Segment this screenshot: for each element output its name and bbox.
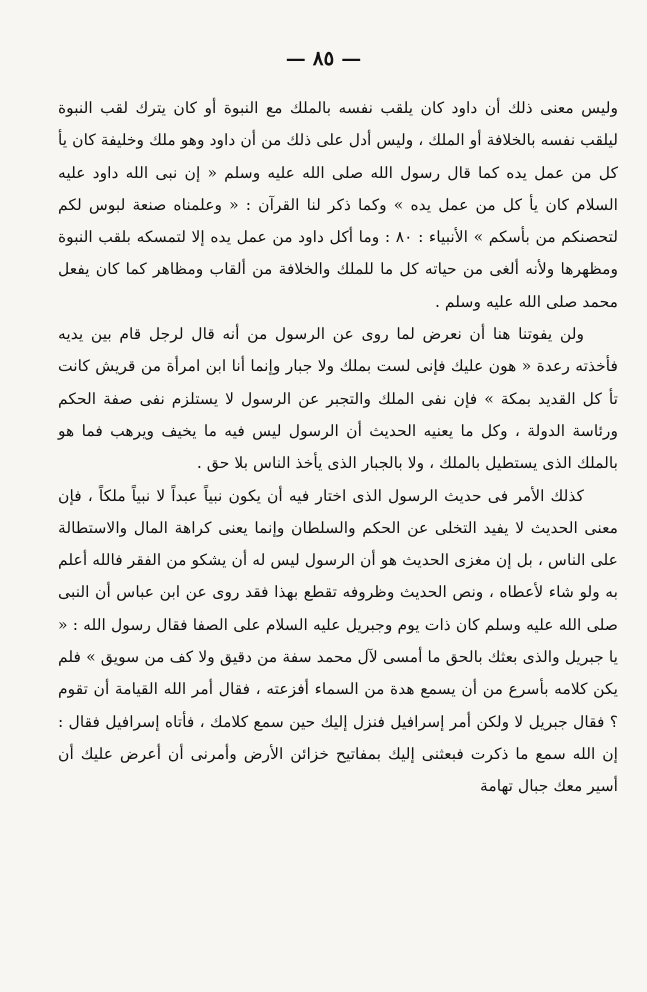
paragraph-3: كذلك الأمر فى حديث الرسول الذى اختار فيه أن يكون نبياً عبداً لا نبياً ملكاً ، فإن معنى الحديث لا يفيد التخلى عن الحكم والسلطان وإنما يعنى كراهة المال والاستطالة على الناس ، بل إن مغزى الحديث هو أن الرسول ليس له أن يشكو من الفقر فالله أعلم به ولو شاء لأعطاه ، ونص الحديث وظروفه تقطع بهذا فقد روى عن ابن عباس أن النبى صلى الله عليه وسلم كان ذات يوم وجبريل عليه السلام على الصفا فقال رسول الله : « يا جبريل والذى بعثك بالحق ما أمسى لآل محمد سفة من دقيق ولا كف من سويق » فلم يكن كلامه بأسرع من أن يسمع هدة من السماء أفزعته ، فقال أمر الله القيامة أن تقوم ؟ فقال جبريل لا ولكن أمر إسرافيل فنزل إليك حين سمع كلامك ، فأتاه إسرافيل فقال : إن الله سمع ما ذكرت فبعثنى إليك بمفاتيح خزائن الأرض وأمرنى أن أعرض عليك أن أسير معك جبال تهامة: [58, 486, 618, 796]
paragraph-2: ولن يفوتنا هنا أن نعرض لما روى عن الرسول من أنه قال لرجل قام بين يديه فأخذته رعدة « هون عليك فإنى لست بملك ولا جبار وإنما أنا ابن امرأة من قريش كانت تأ كل القديد بمكة » فإن نفى الملك والتجبر عن الرسول لا يستلزم نفى صفة الحكم ورئاسة الدولة ، وكل ما يعنيه الحديث أن الرسول ليس فيه ما يخيف ويرهب فما هو بالملك الذى يستطيل بالملك ، ولا بالجبار الذى يأخذ الناس بلا حق .: [58, 325, 618, 473]
page-number: — ٨٥ —: [285, 46, 362, 70]
page-body: [58, 92, 618, 803]
paragraph-1: وليس معنى ذلك أن داود كان يلقب نفسه بالملك مع النبوة أو كان يترك لقب النبوة ليلقب نفسه بالخلافة أو الملك ، وليس أدل على ذلك من أن داود وهو ملك وخليفة كان يأ كل من عمل يده كما قال رسول الله صلى الله عليه وسلم « إن نبى الله داود عليه السلام كان يأ كل من عمل يده » وكما ذكر لنا القرآن : « وعلمناه صنعة لبوس لكم لتحصنكم من بأسكم » الأنبياء : ٨٠ : وما أكل داود من عمل يده إلا لتمسكه بلقب النبوة ومظهرها ولأنه ألغى من حياته كل ما للملك والخلافة من ألقاب ومظاهر كما كان يفعل محمد صلى الله عليه وسلم .: [58, 99, 618, 311]
